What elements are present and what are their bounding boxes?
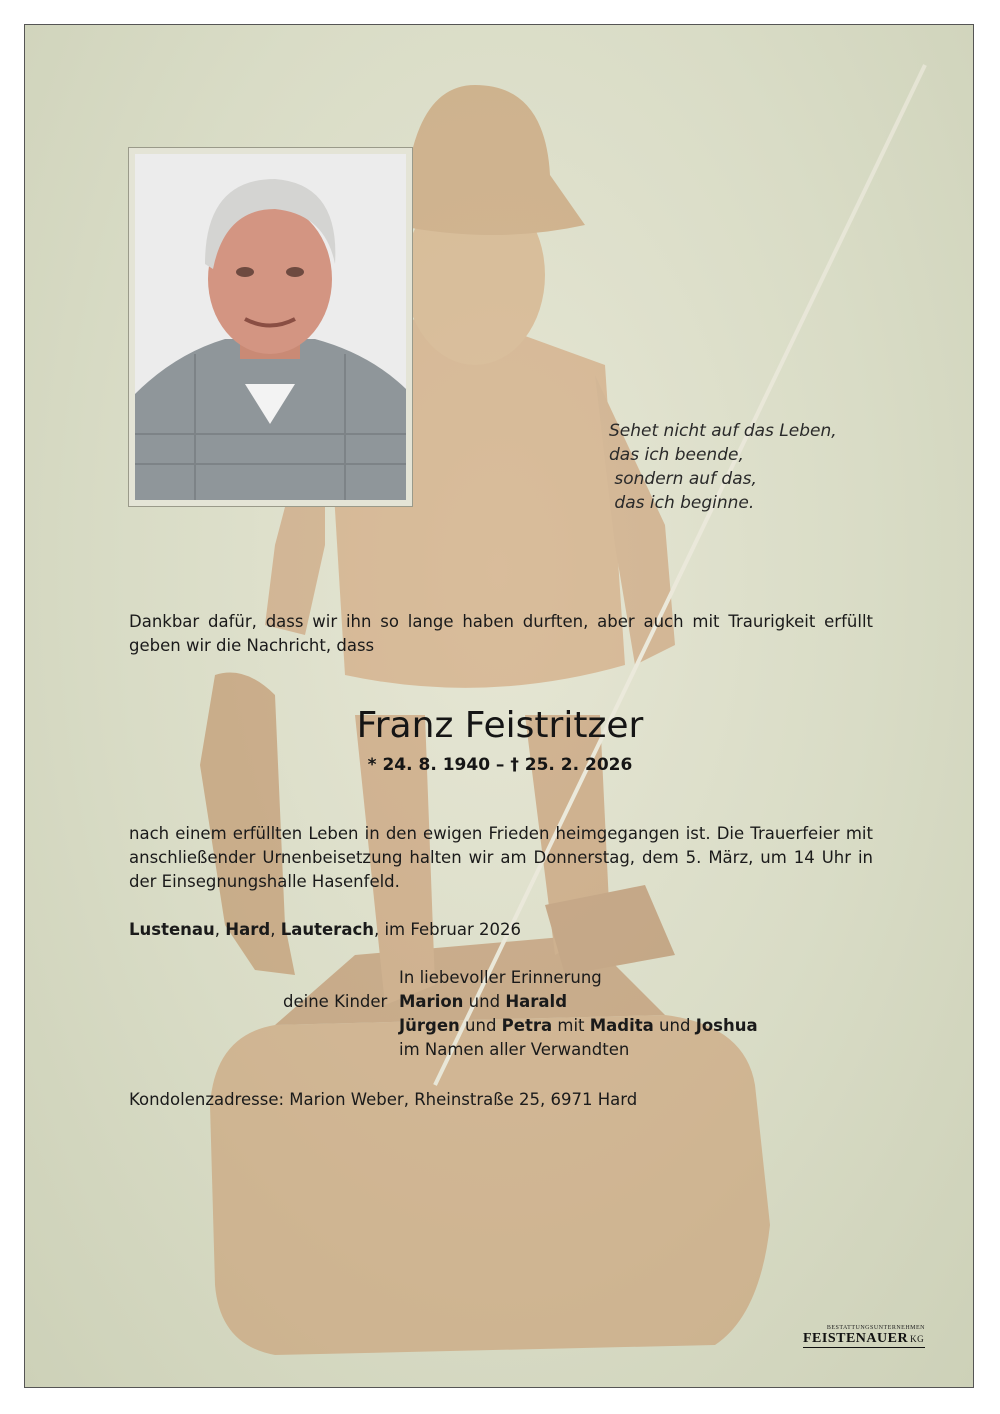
connector: und: [653, 1016, 696, 1035]
signature-block: [399, 966, 758, 1062]
logo-name: FEISTENAUER: [803, 1331, 909, 1346]
quote-line-2: das ich beende,: [609, 445, 744, 465]
name-marion: Marion: [399, 992, 464, 1011]
logo-kg: KG: [910, 1334, 925, 1344]
quote-line-3: sondern auf das,: [609, 469, 757, 489]
connector: und: [459, 1016, 502, 1035]
place-2: Hard: [225, 920, 271, 939]
intro-paragraph: Dankbar dafür, dass wir ihn so lange haben durften, aber auch mit Traurigkeit erfüllt geben wir die Nachricht, dass: [129, 612, 873, 655]
quote-line-4: das ich beginne.: [609, 493, 755, 513]
page-frame: [24, 24, 974, 1388]
portrait-photo-image: [135, 154, 406, 500]
signature-line-3: [399, 1014, 758, 1038]
name-juergen: Jürgen: [399, 1016, 460, 1035]
logo-subtitle: BESTATTUNGSUNTERNEHMEN: [826, 1325, 925, 1331]
children-label: deine Kinder: [283, 992, 388, 1011]
logo-wordmark: [803, 1331, 925, 1348]
portrait-frame: [128, 147, 413, 507]
signature-line-2: [399, 990, 758, 1014]
name-harald: Harald: [505, 992, 568, 1011]
funeral-home-logo: [803, 1325, 925, 1348]
life-dates: * 24. 8. 1940 – † 25. 2. 2026: [367, 755, 633, 775]
deceased-name: Franz Feistritzer: [356, 705, 644, 746]
quote-block: [609, 419, 837, 515]
place-3: Lauterach: [280, 920, 374, 939]
name-madita: Madita: [589, 1016, 654, 1035]
separator: ,: [214, 920, 226, 939]
name-joshua: Joshua: [695, 1016, 758, 1035]
condolence-address: Kondolenzadresse: Marion Weber, Rheinstraße 25, 6971 Hard: [129, 1090, 638, 1109]
places-line: [129, 918, 521, 942]
portrait-photo: [135, 154, 406, 500]
signature-line-4: im Namen aller Verwandten: [399, 1040, 630, 1059]
signature-line-1: In liebevoller Erinnerung: [399, 968, 602, 987]
connector: mit: [552, 1016, 590, 1035]
places-suffix: , im Februar 2026: [373, 920, 521, 939]
quote-line-1: Sehet nicht auf das Leben,: [609, 421, 837, 441]
place-1: Lustenau: [129, 920, 215, 939]
connector: und: [463, 992, 506, 1011]
name-petra: Petra: [501, 1016, 553, 1035]
separator: ,: [270, 920, 281, 939]
body-paragraph: nach einem erfüllten Leben in den ewigen Frieden heimgegangen ist. Die Trauerfeier mit anschließender Urnenbeisetzung halten wir am Donnerstag, dem 5. März, um 14 Uhr in der Einsegnungshalle Hasenfeld.: [129, 824, 873, 891]
